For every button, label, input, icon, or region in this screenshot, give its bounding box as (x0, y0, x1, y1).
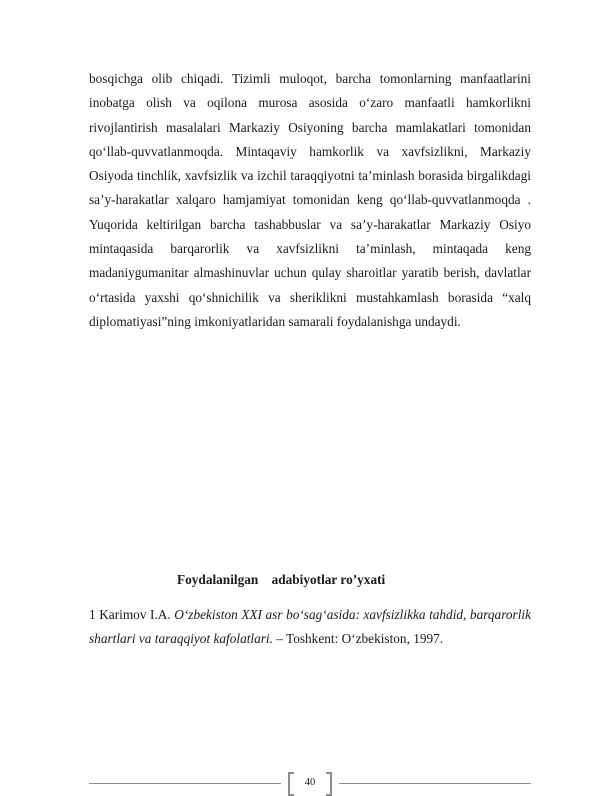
page-footer (89, 772, 531, 796)
page-number: 40 (304, 777, 316, 788)
bracket-left-icon (288, 772, 294, 796)
reference-number: 1 (89, 607, 96, 622)
body-paragraph: bosqichga olib chiqadi. Tizimli muloqot, barcha tomonlarning manfaatlarini inobatga olish va oqilona murosa asosida o‘zaro manfaatli hamkorlikni rivojlantirish masalalari Markaziy Osiyoning barcha mamlakatlari tomonidan qo‘llab-quvvatlanmoqda. Mintaqaviy hamkorlik va xavfsizlikni, Markaziy Osiyoda tinchlik, xavfsizlik va izchil taraqqiyotni ta’minlash borasida birgalikdagi sa’y-harakatlar xalqaro hamjamiyat tomonidan keng qo‘llab-quvvatlanmoqda . Yuqorida keltirilgan barcha tashabbuslar va sa’y-harakatlar Markaziy Osiyo mintaqasida barqarorlik va xavfsizlikni ta’minlash, mintaqada keng madaniygumanitar almashinuvlar uchun qulay sharoitlar yaratib berish, davlatlar o‘rtasida yaxshi qo‘shnichilik va sheriklikni mustahkamlash borasida “xalq diplomatiyasi”ning imkoniyatlaridan samarali foydalanishga undaydi. (89, 71, 531, 329)
reference-author: Karimov I.A. (99, 607, 171, 622)
footer-rule-right (339, 783, 531, 784)
reference-title: O‘zbekiston XXI asr bo‘sag‘asida: xavfsizlikka tahdid, barqarorlik shartlari va taraqqiyot kafolatlari. (89, 607, 531, 646)
references-heading: Foydalanilgan adabiyotlar ro’yxati (177, 572, 386, 587)
footer-rule-left (89, 783, 281, 784)
reference-publication: – Toshkent: O‘zbekiston, 1997. (276, 631, 444, 646)
page-number-box (288, 772, 332, 794)
bracket-right-icon (326, 772, 332, 796)
reference-item (89, 603, 531, 651)
